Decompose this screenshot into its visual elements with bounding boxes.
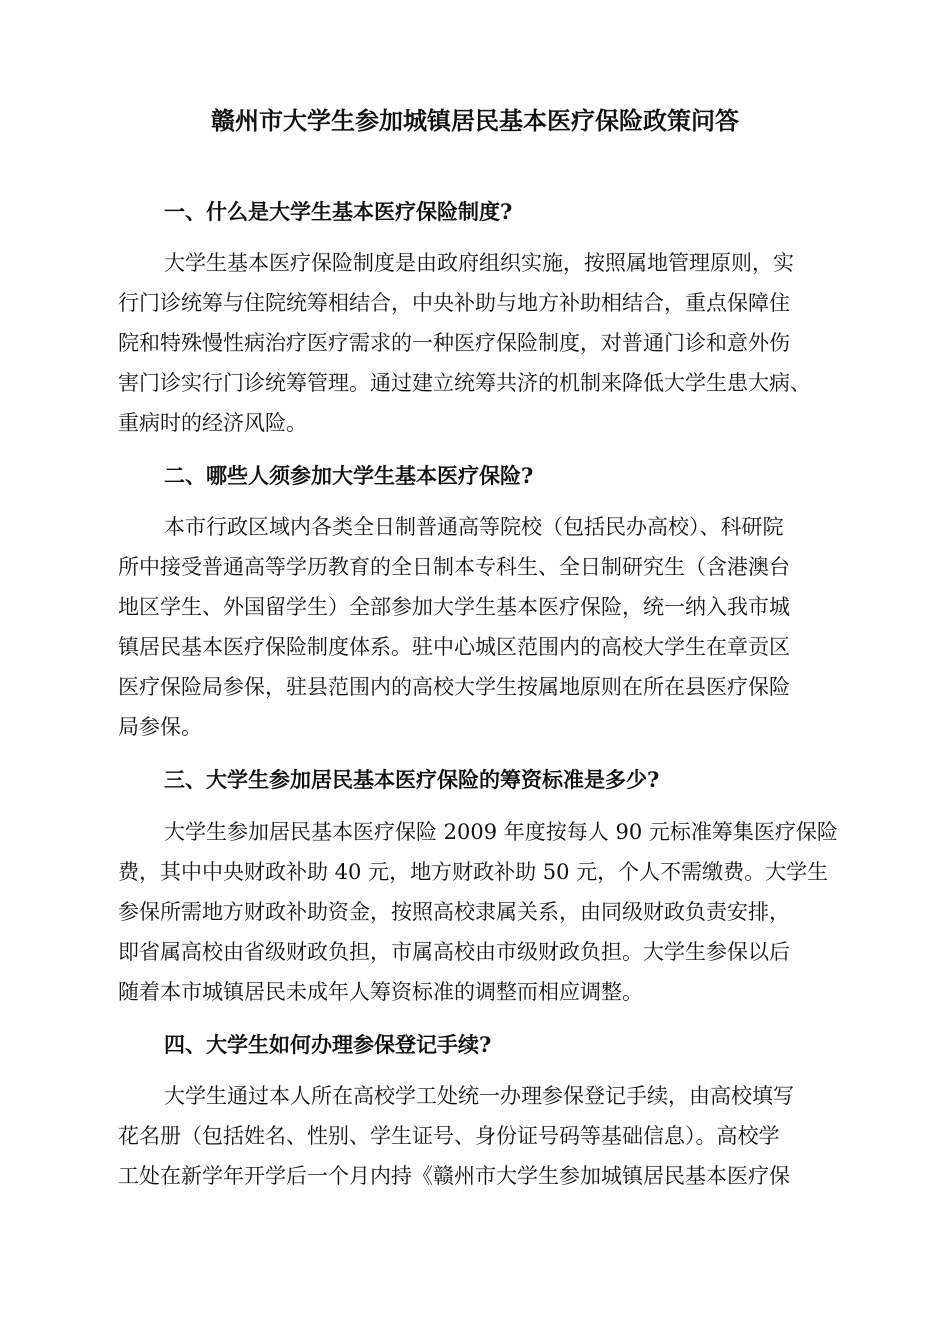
section-4-heading: 四、大学生如何办理参保登记手续? [164, 1032, 492, 1057]
body-line: 行门诊统筹与住院统筹相结合，中央补助与地方补助相结合，重点保障住 [118, 291, 790, 315]
body-line: 重病时的经济风险。 [118, 411, 307, 435]
body-line: 局参保。 [118, 715, 202, 739]
body-line: 费，其中中央财政补助 40 元，地方财政补助 50 元，个人不需缴费。大学生 [118, 860, 829, 884]
body-line: 所中接受普通高等学历教育的全日制本专科生、全日制研究生（含港澳台 [118, 555, 790, 579]
body-line: 害门诊实行门诊统筹管理。通过建立统筹共济的机制来降低大学生患大病、 [118, 371, 811, 395]
body-line: 地区学生、外国留学生）全部参加大学生基本医疗保险，统一纳入我市城 [118, 595, 790, 619]
body-line: 大学生基本医疗保险制度是由政府组织实施，按照属地管理原则，实 [164, 251, 794, 275]
body-line: 工处在新学年开学后一个月内持《赣州市大学生参加城镇居民基本医疗保 [118, 1164, 790, 1188]
body-line: 参保所需地方财政补助资金，按照高校隶属关系，由同级财政负责安排， [118, 900, 790, 924]
body-line: 即省属高校由省级财政负担，市属高校由市级财政负担。大学生参保以后 [118, 940, 790, 964]
section-2-heading: 二、哪些人须参加大学生基本医疗保险? [164, 463, 534, 488]
body-line: 院和特殊慢性病治疗医疗需求的一种医疗保险制度，对普通门诊和意外伤 [118, 331, 790, 355]
section-1-heading: 一、什么是大学生基本医疗保险制度? [164, 199, 513, 224]
body-line: 大学生参加居民基本医疗保险 2009 年度按每人 90 元标准筹集医疗保险 [164, 820, 838, 844]
body-line: 本市行政区域内各类全日制普通高等院校（包括民办高校）、科研院 [164, 515, 784, 539]
body-line: 花名册（包括姓名、性别、学生证号、身份证号码等基础信息）。高校学 [118, 1124, 780, 1148]
body-line: 随着本市城镇居民未成年人筹资标准的调整而相应调整。 [118, 980, 643, 1004]
body-line: 镇居民基本医疗保险制度体系。驻中心城区范围内的高校大学生在章贡区 [118, 635, 790, 659]
body-line: 医疗保险局参保，驻县范围内的高校大学生按属地原则在所在县医疗保险 [118, 675, 790, 699]
body-line: 大学生通过本人所在高校学工处统一办理参保登记手续，由高校填写 [164, 1084, 794, 1108]
document-title: 赣州市大学生参加城镇居民基本医疗保险政策问答 [211, 106, 739, 135]
section-3-heading: 三、大学生参加居民基本医疗保险的筹资标准是多少? [164, 767, 660, 792]
